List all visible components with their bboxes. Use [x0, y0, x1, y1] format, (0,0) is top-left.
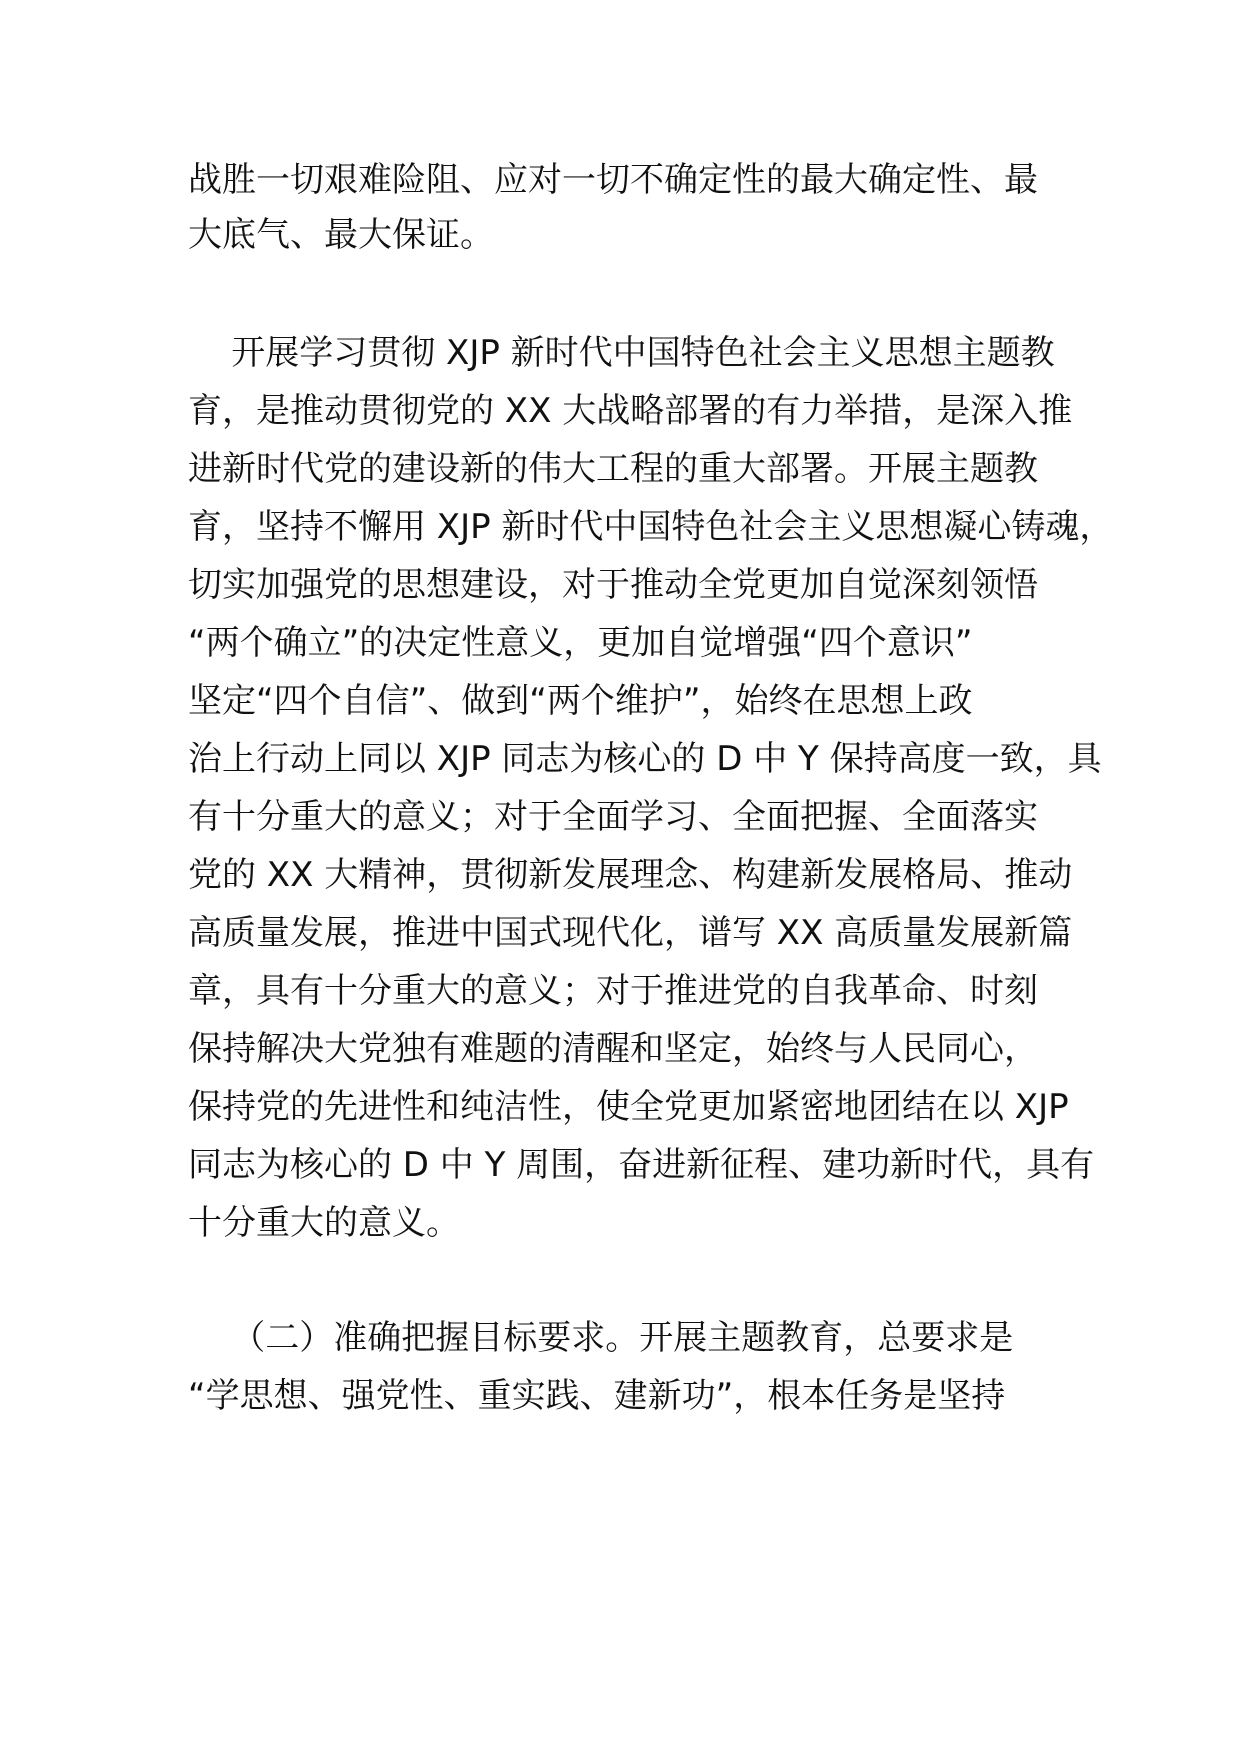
paragraph-line: 高质量发展，推进中国式现代化，谱写 XX 高质量发展新篇 [188, 913, 1073, 953]
paragraph-line: 同志为核心的 D 中 Y 周围，奋进新征程、建功新时代，具有 [188, 1145, 1095, 1185]
paragraph-line: 有十分重大的意义；对于全面学习、全面把握、全面落实 [188, 797, 1038, 837]
paragraph-line: 战胜一切艰难险阻、应对一切不确定性的最大确定性、最 [188, 160, 1038, 200]
paragraph-line: 育，坚持不懈用 XJP 新时代中国特色社会主义思想凝心铸魂， [188, 507, 1114, 547]
paragraph-line: 十分重大的意义。 [188, 1203, 460, 1243]
paragraph-line: 党的 XX 大精神，贯彻新发展理念、构建新发展格局、推动 [188, 855, 1073, 895]
paragraph-line: 保持解决大党独有难题的清醒和坚定，始终与人民同心， [188, 1029, 1038, 1069]
paragraph-line: 切实加强党的思想建设，对于推动全党更加自觉深刻领悟 [188, 565, 1038, 605]
paragraph-line: 进新时代党的建设新的伟大工程的重大部署。开展主题教 [188, 449, 1038, 489]
paragraph-line: 开展学习贯彻 XJP 新时代中国特色社会主义思想主题教 [188, 333, 1055, 373]
paragraph-line: 保持党的先进性和纯洁性，使全党更加紧密地团结在以 XJP [188, 1087, 1069, 1127]
paragraph-line: “两个确立”的决定性意义，更加自觉增强“四个意识” [188, 623, 973, 663]
paragraph-line: “学思想、强党性、重实践、建新功”，根本任务是坚持 [188, 1376, 1006, 1416]
paragraph-line: 育，是推动贯彻党的 XX 大战略部署的有力举措，是深入推 [188, 391, 1073, 431]
paragraph-line: 章，具有十分重大的意义；对于推进党的自我革命、时刻 [188, 971, 1038, 1011]
paragraph-line: 大底气、最大保证。 [188, 215, 494, 255]
paragraph-line: 坚定“四个自信”、做到“两个维护”，始终在思想上政 [188, 681, 973, 721]
paragraph-line: 治上行动上同以 XJP 同志为核心的 D 中 Y 保持高度一致，具 [188, 739, 1102, 779]
paragraph-line: （二）准确把握目标要求。开展主题教育，总要求是 [188, 1318, 1014, 1358]
